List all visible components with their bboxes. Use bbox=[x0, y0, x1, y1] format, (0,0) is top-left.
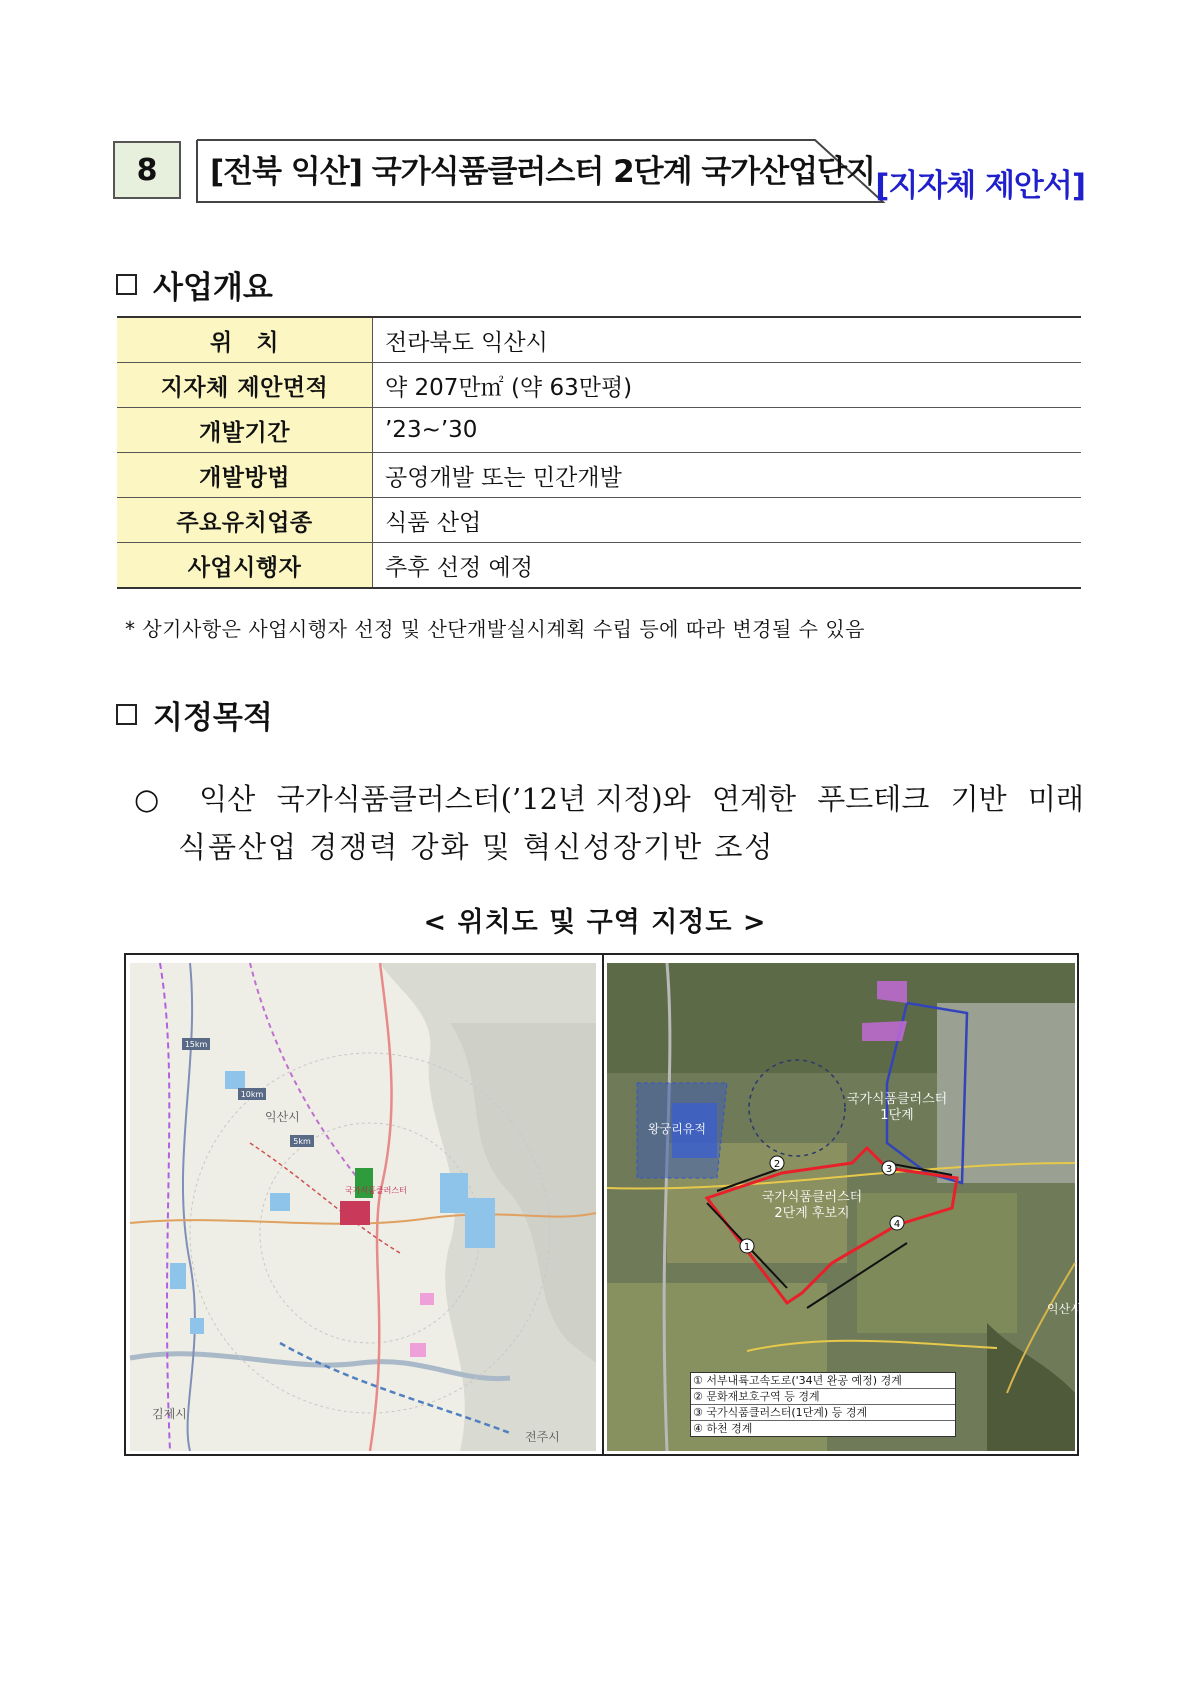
map-caption: < 위치도 및 구역 지정도 > bbox=[423, 907, 767, 938]
row-label: 개발기간 bbox=[117, 408, 373, 453]
marker-4: 4 bbox=[893, 1219, 901, 1230]
checkbox-square-icon bbox=[116, 704, 137, 725]
row-label: 개발방법 bbox=[117, 453, 373, 498]
table-row bbox=[117, 543, 1081, 589]
row-label: 사업시행자 bbox=[117, 543, 373, 589]
section-number-badge: 8 bbox=[113, 141, 181, 199]
page-title: [전북 익산] 국가식품클러스터 2단계 국가산업단지 bbox=[210, 154, 875, 190]
table-row bbox=[117, 498, 1081, 543]
bullet-circle-icon: ○ bbox=[134, 782, 160, 816]
place-label-iksan: 익산시 bbox=[1047, 1302, 1082, 1316]
row-value: ’23~’30 bbox=[373, 408, 1082, 453]
row-value: 식품 산업 bbox=[373, 498, 1082, 543]
row-label: 지자체 제안면적 bbox=[117, 363, 373, 408]
map-place-cluster: 국가식품클러스터 bbox=[345, 1186, 407, 1195]
table-row bbox=[117, 363, 1081, 408]
purpose-word: 푸드테크 bbox=[817, 782, 930, 816]
row-label: 주요유치업종 bbox=[117, 498, 373, 543]
map-legend bbox=[690, 1372, 956, 1437]
table-row bbox=[117, 408, 1081, 453]
overview-table bbox=[117, 316, 1081, 589]
map-place-jeonju: 전주시 bbox=[525, 1430, 560, 1444]
map-place-gimje: 김제시 bbox=[152, 1407, 187, 1421]
marker-1: 1 bbox=[743, 1242, 751, 1253]
purpose-word: 연계한 bbox=[711, 782, 797, 816]
purpose-line-1 bbox=[134, 775, 1084, 823]
location-map bbox=[130, 963, 596, 1451]
distance-label-5km: 5km bbox=[293, 1137, 311, 1146]
distance-label-10km: 10km bbox=[240, 1090, 264, 1099]
row-label: 위 치 bbox=[117, 317, 373, 363]
legend-item: ② 문화재보호구역 등 경계 bbox=[691, 1389, 955, 1405]
row-value: 전라북도 익산시 bbox=[373, 317, 1082, 363]
site-label-line1: 국가식품클러스터 bbox=[761, 1190, 863, 1205]
row-value: 약 207만㎡ (약 63만평) bbox=[373, 363, 1082, 408]
table-row bbox=[117, 453, 1081, 498]
checkbox-square-icon bbox=[116, 274, 137, 295]
section-heading-overview bbox=[116, 262, 273, 307]
table-row bbox=[117, 317, 1081, 363]
map-divider bbox=[602, 955, 604, 1454]
phase1-label-line2: 1단계 bbox=[880, 1108, 914, 1123]
section-heading-text: 지정목적 bbox=[153, 700, 273, 736]
site-label-line2: 2단계 후보지 bbox=[774, 1206, 850, 1221]
legend-item: ③ 국가식품클러스터(1단계) 등 경계 bbox=[691, 1405, 955, 1421]
purpose-word: 국가식품클러스터(’12년 지정)와 bbox=[276, 782, 691, 816]
table-footnote: * 상기사항은 사업시행자 선정 및 산단개발실시계획 수립 등에 따라 변경될 수 있음 bbox=[125, 617, 865, 641]
proposal-tag: [지자체 제안서] bbox=[875, 168, 1085, 204]
map-place-iksan: 익산시 bbox=[265, 1110, 300, 1124]
legend-item: ① 서부내륙고속도로('34년 완공 예정) 경계 bbox=[691, 1373, 955, 1389]
purpose-word: 기반 bbox=[950, 782, 1007, 816]
purpose-paragraph bbox=[134, 775, 1084, 871]
marker-3: 3 bbox=[885, 1164, 893, 1175]
purpose-word: 미래 bbox=[1027, 782, 1084, 816]
marker-2: 2 bbox=[773, 1159, 781, 1170]
section-heading-text: 사업개요 bbox=[153, 270, 273, 306]
purpose-line-2: 식품산업 경쟁력 강화 및 혁신성장기반 조성 bbox=[178, 830, 775, 864]
distance-label-15km: 15km bbox=[184, 1040, 208, 1049]
section-heading-purpose bbox=[116, 692, 273, 737]
row-value: 공영개발 또는 민간개발 bbox=[373, 453, 1082, 498]
heritage-label: 왕궁리유적 bbox=[648, 1122, 706, 1136]
legend-item: ④ 하천 경계 bbox=[693, 1422, 753, 1435]
row-value: 추후 선정 예정 bbox=[373, 543, 1082, 589]
purpose-word: 익산 bbox=[199, 782, 256, 816]
phase1-label-line1: 국가식품클러스터 bbox=[846, 1092, 948, 1107]
